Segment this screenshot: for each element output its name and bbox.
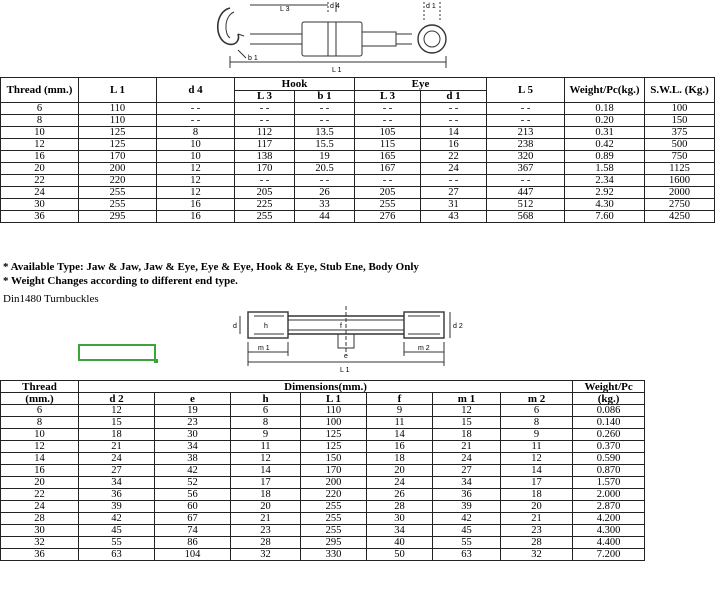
- col-header-thread-unit: (mm.): [1, 393, 79, 405]
- table-cell: 63: [79, 549, 155, 561]
- table-cell: 8: [1, 417, 79, 429]
- table-cell: 125: [79, 139, 157, 151]
- table-cell: 4.400: [573, 537, 645, 549]
- table-cell: 6: [501, 405, 573, 417]
- table-cell: 110: [79, 115, 157, 127]
- table-row: [1, 501, 645, 513]
- table-cell: - -: [235, 115, 295, 127]
- col-header-eye: Eye: [355, 78, 487, 91]
- diagram1-label: d 4: [330, 3, 340, 10]
- table-cell: - -: [157, 115, 235, 127]
- col-header-hook-b1: b 1: [295, 90, 355, 103]
- table-cell: - -: [421, 115, 487, 127]
- table-cell: 4.300: [573, 525, 645, 537]
- table-cell: 0.140: [573, 417, 645, 429]
- table-cell: 0.260: [573, 429, 645, 441]
- table-cell: 8: [501, 417, 573, 429]
- table-cell: - -: [295, 175, 355, 187]
- table-cell: 22: [1, 175, 79, 187]
- table-cell: 20: [231, 501, 301, 513]
- table-cell: 6: [231, 405, 301, 417]
- col-header-l5: L 5: [487, 78, 565, 103]
- table-row: [1, 441, 645, 453]
- table-row: [1, 175, 715, 187]
- table-cell: 63: [433, 549, 501, 561]
- table-row: [1, 127, 715, 139]
- table-row: [1, 453, 645, 465]
- table-row: [1, 429, 645, 441]
- col-header-thread: Thread: [1, 381, 79, 393]
- table-cell: 1.570: [573, 477, 645, 489]
- table-cell: 255: [355, 199, 421, 211]
- col-header-weight-unit: (kg.): [573, 393, 645, 405]
- table-cell: 43: [421, 211, 487, 223]
- table-cell: 27: [421, 187, 487, 199]
- diagram2-label: m 2: [418, 345, 430, 352]
- table-cell: 36: [1, 549, 79, 561]
- table-cell: 1125: [645, 163, 715, 175]
- table-cell: 6: [1, 103, 79, 115]
- table-cell: 50: [367, 549, 433, 561]
- table-cell: 20: [501, 501, 573, 513]
- table-cell: 255: [301, 513, 367, 525]
- table-cell: 26: [367, 489, 433, 501]
- table-row: [1, 139, 715, 151]
- table-cell: - -: [487, 103, 565, 115]
- table-cell: 375: [645, 127, 715, 139]
- table-cell: 7.200: [573, 549, 645, 561]
- table-cell: 14: [421, 127, 487, 139]
- table-cell: 21: [79, 441, 155, 453]
- table-cell: 205: [235, 187, 295, 199]
- table-cell: 255: [301, 501, 367, 513]
- table-cell: 15: [433, 417, 501, 429]
- diagram1-label: L 3: [280, 6, 290, 13]
- table-cell: 330: [301, 549, 367, 561]
- table-cell: 10: [157, 139, 235, 151]
- table-cell: 16: [1, 151, 79, 163]
- table-cell: 34: [367, 525, 433, 537]
- diagram2-label: d: [233, 323, 237, 330]
- table-cell: 276: [355, 211, 421, 223]
- table-cell: 55: [79, 537, 155, 549]
- table-cell: 45: [79, 525, 155, 537]
- table-cell: - -: [295, 103, 355, 115]
- table-cell: 568: [487, 211, 565, 223]
- table-cell: 30: [1, 525, 79, 537]
- diagram1-label: d 1: [426, 3, 436, 10]
- table-cell: 36: [1, 211, 79, 223]
- hook-eye-spec-table: [0, 77, 715, 223]
- table-cell: 6: [1, 405, 79, 417]
- table-cell: 14: [231, 465, 301, 477]
- col-header-swl: S.W.L. (Kg.): [645, 78, 715, 103]
- table-cell: 20.5: [295, 163, 355, 175]
- diagram1-label: b 1: [248, 55, 258, 62]
- table-cell: 367: [487, 163, 565, 175]
- table-cell: 56: [155, 489, 231, 501]
- col-header-thread: Thread (mm.): [1, 78, 79, 103]
- table-cell: 100: [301, 417, 367, 429]
- table-cell: 22: [421, 151, 487, 163]
- table-cell: 24: [421, 163, 487, 175]
- table-cell: 11: [367, 417, 433, 429]
- table-cell: 1.58: [565, 163, 645, 175]
- table-cell: 110: [79, 103, 157, 115]
- table-cell: 225: [235, 199, 295, 211]
- table-cell: 24: [433, 453, 501, 465]
- table-cell: 26: [295, 187, 355, 199]
- table-cell: 10: [1, 429, 79, 441]
- selection-box[interactable]: [78, 344, 156, 361]
- table-cell: 0.18: [565, 103, 645, 115]
- table-cell: 9: [231, 429, 301, 441]
- table-cell: 30: [367, 513, 433, 525]
- col-header-hook-l3: L 3: [235, 90, 295, 103]
- table-cell: 150: [645, 115, 715, 127]
- diagram2-label: h: [264, 323, 268, 330]
- table-cell: 18: [79, 429, 155, 441]
- table-cell: 14: [367, 429, 433, 441]
- table-row: [1, 151, 715, 163]
- table-cell: 20: [1, 163, 79, 175]
- table-cell: 7.60: [565, 211, 645, 223]
- diagram2-label: m 1: [258, 345, 270, 352]
- table-cell: 42: [79, 513, 155, 525]
- table-row: [1, 537, 645, 549]
- table-cell: 15.5: [295, 139, 355, 151]
- table-cell: 18: [433, 429, 501, 441]
- table-cell: - -: [421, 103, 487, 115]
- table-cell: 4250: [645, 211, 715, 223]
- table-cell: 27: [79, 465, 155, 477]
- table-row: [1, 115, 715, 127]
- table-cell: 255: [235, 211, 295, 223]
- table-cell: 170: [301, 465, 367, 477]
- table-cell: 8: [231, 417, 301, 429]
- table-cell: 33: [295, 199, 355, 211]
- table-cell: 447: [487, 187, 565, 199]
- table-cell: - -: [235, 175, 295, 187]
- table-cell: - -: [421, 175, 487, 187]
- table-cell: 34: [155, 441, 231, 453]
- table-cell: 0.89: [565, 151, 645, 163]
- table-cell: 750: [645, 151, 715, 163]
- table-cell: 4.30: [565, 199, 645, 211]
- table-cell: 2.92: [565, 187, 645, 199]
- table-cell: 0.31: [565, 127, 645, 139]
- table-cell: 205: [355, 187, 421, 199]
- table-cell: 39: [433, 501, 501, 513]
- table-cell: 0.590: [573, 453, 645, 465]
- table-cell: 11: [231, 441, 301, 453]
- table-cell: 2.870: [573, 501, 645, 513]
- table-cell: 15: [79, 417, 155, 429]
- table-cell: 220: [301, 489, 367, 501]
- table-cell: 14: [1, 453, 79, 465]
- table-cell: - -: [355, 175, 421, 187]
- table-cell: 36: [79, 489, 155, 501]
- table-cell: 28: [367, 501, 433, 513]
- table-cell: 500: [645, 139, 715, 151]
- table-cell: 10: [1, 127, 79, 139]
- table-cell: 200: [79, 163, 157, 175]
- table-cell: 238: [487, 139, 565, 151]
- table-cell: 19: [155, 405, 231, 417]
- table-cell: 21: [433, 441, 501, 453]
- table-cell: 115: [355, 139, 421, 151]
- table-cell: 12: [157, 163, 235, 175]
- table-cell: 12: [1, 441, 79, 453]
- table-row: [1, 199, 715, 211]
- table-cell: 125: [301, 441, 367, 453]
- table-cell: 112: [235, 127, 295, 139]
- table-cell: 200: [301, 477, 367, 489]
- table-cell: 0.370: [573, 441, 645, 453]
- table-cell: 27: [433, 465, 501, 477]
- table-cell: 34: [433, 477, 501, 489]
- table-cell: 30: [1, 199, 79, 211]
- table-cell: 8: [157, 127, 235, 139]
- table-cell: 36: [433, 489, 501, 501]
- table-cell: 24: [367, 477, 433, 489]
- table-cell: - -: [355, 103, 421, 115]
- table-row: [1, 525, 645, 537]
- table-cell: 55: [433, 537, 501, 549]
- table-cell: 24: [79, 453, 155, 465]
- table-cell: 100: [645, 103, 715, 115]
- available-type-note: * Available Type: Jaw & Jaw, Jaw & Eye, Eye & Eye, Hook & Eye, Stub Ene, Body Only: [3, 261, 419, 273]
- table-cell: 16: [421, 139, 487, 151]
- table-cell: 45: [433, 525, 501, 537]
- col-header-dimensions: Dimensions(mm.): [79, 381, 573, 393]
- table-cell: 42: [433, 513, 501, 525]
- table-cell: 11: [501, 441, 573, 453]
- table-cell: 39: [79, 501, 155, 513]
- table-cell: 16: [367, 441, 433, 453]
- col-header-weight: Weight/Pc(kg.): [565, 78, 645, 103]
- table-cell: 167: [355, 163, 421, 175]
- table-cell: 0.086: [573, 405, 645, 417]
- table-cell: 18: [231, 489, 301, 501]
- table-cell: 295: [79, 211, 157, 223]
- table-cell: 17: [501, 477, 573, 489]
- table-cell: 21: [231, 513, 301, 525]
- table-cell: 60: [155, 501, 231, 513]
- table-cell: 170: [235, 163, 295, 175]
- table-cell: 16: [157, 199, 235, 211]
- table-cell: 74: [155, 525, 231, 537]
- col-header-hook: Hook: [235, 78, 355, 91]
- col-header-eye-l3: L 3: [355, 90, 421, 103]
- diagram2-label: f: [340, 323, 342, 330]
- hook-eye-turnbuckle-diagram: [210, 0, 510, 76]
- table-cell: 138: [235, 151, 295, 163]
- table-cell: 28: [501, 537, 573, 549]
- table-cell: 512: [487, 199, 565, 211]
- table-row: [1, 187, 715, 199]
- table-cell: 23: [231, 525, 301, 537]
- table-cell: 255: [301, 525, 367, 537]
- din1480-turnbuckle-diagram: [228, 302, 474, 376]
- table-cell: 320: [487, 151, 565, 163]
- table-cell: 12: [79, 405, 155, 417]
- table-cell: 150: [301, 453, 367, 465]
- table-cell: 38: [155, 453, 231, 465]
- col-header-l1: L 1: [79, 78, 157, 103]
- col-header-d4: d 4: [157, 78, 235, 103]
- table-cell: 10: [157, 151, 235, 163]
- table-row: [1, 549, 645, 561]
- col-header-weight: Weight/Pc: [573, 381, 645, 393]
- table-cell: 213: [487, 127, 565, 139]
- table-row: [1, 405, 645, 417]
- table-cell: 12: [1, 139, 79, 151]
- table-cell: 40: [367, 537, 433, 549]
- table-cell: 125: [79, 127, 157, 139]
- table-cell: 20: [367, 465, 433, 477]
- table-cell: 34: [79, 477, 155, 489]
- weight-changes-note: * Weight Changes according to different end type.: [3, 275, 238, 287]
- table-cell: 12: [231, 453, 301, 465]
- table-row: [1, 417, 645, 429]
- table-cell: 1600: [645, 175, 715, 187]
- table-cell: 165: [355, 151, 421, 163]
- col-header-e: e: [155, 393, 231, 405]
- table-cell: 220: [79, 175, 157, 187]
- table1-header-row: [1, 78, 715, 91]
- table-cell: 4.200: [573, 513, 645, 525]
- col-header-d2: d 2: [79, 393, 155, 405]
- table-cell: - -: [487, 175, 565, 187]
- table-cell: 42: [155, 465, 231, 477]
- table-cell: 18: [367, 453, 433, 465]
- table-cell: 23: [501, 525, 573, 537]
- table-cell: 295: [301, 537, 367, 549]
- table-cell: 19: [295, 151, 355, 163]
- col-header-f: f: [367, 393, 433, 405]
- col-header-h: h: [231, 393, 301, 405]
- table-cell: 12: [433, 405, 501, 417]
- table-cell: 16: [1, 465, 79, 477]
- diagram1-label: L 1: [332, 67, 342, 74]
- table-cell: 16: [157, 211, 235, 223]
- table-cell: 2.000: [573, 489, 645, 501]
- diagram2-label: d 2: [453, 323, 463, 330]
- table-cell: 12: [501, 453, 573, 465]
- table-cell: - -: [157, 103, 235, 115]
- table-cell: 32: [1, 537, 79, 549]
- table2-header-row: [1, 381, 645, 393]
- table-cell: 105: [355, 127, 421, 139]
- table-row: [1, 211, 715, 223]
- table-cell: 67: [155, 513, 231, 525]
- table-cell: 21: [501, 513, 573, 525]
- table-row: [1, 465, 645, 477]
- table-cell: 255: [79, 187, 157, 199]
- col-header-m1: m 1: [433, 393, 501, 405]
- table-cell: 28: [231, 537, 301, 549]
- table-cell: 13.5: [295, 127, 355, 139]
- table-cell: 44: [295, 211, 355, 223]
- col-header-l1: L 1: [301, 393, 367, 405]
- table2-subheader-row: [1, 393, 645, 405]
- table-cell: 104: [155, 549, 231, 561]
- table-cell: 110: [301, 405, 367, 417]
- table-cell: 0.20: [565, 115, 645, 127]
- table-cell: 23: [155, 417, 231, 429]
- table-cell: - -: [235, 103, 295, 115]
- table-row: [1, 477, 645, 489]
- table-row: [1, 513, 645, 525]
- table-cell: 24: [1, 501, 79, 513]
- table-cell: - -: [355, 115, 421, 127]
- col-header-m2: m 2: [501, 393, 573, 405]
- din1480-spec-table: [0, 380, 645, 561]
- table-cell: 255: [79, 199, 157, 211]
- table-cell: 12: [157, 187, 235, 199]
- table-cell: 2000: [645, 187, 715, 199]
- table-cell: 2.34: [565, 175, 645, 187]
- table-row: [1, 489, 645, 501]
- table-cell: 117: [235, 139, 295, 151]
- table-cell: 0.870: [573, 465, 645, 477]
- table-cell: 9: [367, 405, 433, 417]
- table-cell: 32: [501, 549, 573, 561]
- table-row: [1, 163, 715, 175]
- table-cell: 18: [501, 489, 573, 501]
- table-cell: 17: [231, 477, 301, 489]
- table-cell: 170: [79, 151, 157, 163]
- table-cell: 8: [1, 115, 79, 127]
- table-cell: 12: [157, 175, 235, 187]
- table-cell: 125: [301, 429, 367, 441]
- table-cell: 9: [501, 429, 573, 441]
- table-cell: 30: [155, 429, 231, 441]
- table-cell: 20: [1, 477, 79, 489]
- section-title-din1480: Din1480 Turnbuckles: [3, 293, 99, 305]
- table-cell: 52: [155, 477, 231, 489]
- table-cell: 24: [1, 187, 79, 199]
- table-cell: 86: [155, 537, 231, 549]
- table-cell: 2750: [645, 199, 715, 211]
- table-cell: - -: [487, 115, 565, 127]
- table-cell: 32: [231, 549, 301, 561]
- table-cell: 22: [1, 489, 79, 501]
- diagram2-label: L 1: [340, 367, 350, 374]
- table-cell: 28: [1, 513, 79, 525]
- table-cell: - -: [295, 115, 355, 127]
- table-cell: 31: [421, 199, 487, 211]
- table-row: [1, 103, 715, 115]
- table-cell: 0.42: [565, 139, 645, 151]
- table-cell: 14: [501, 465, 573, 477]
- col-header-eye-d1: d 1: [421, 90, 487, 103]
- diagram2-label: e: [344, 353, 348, 360]
